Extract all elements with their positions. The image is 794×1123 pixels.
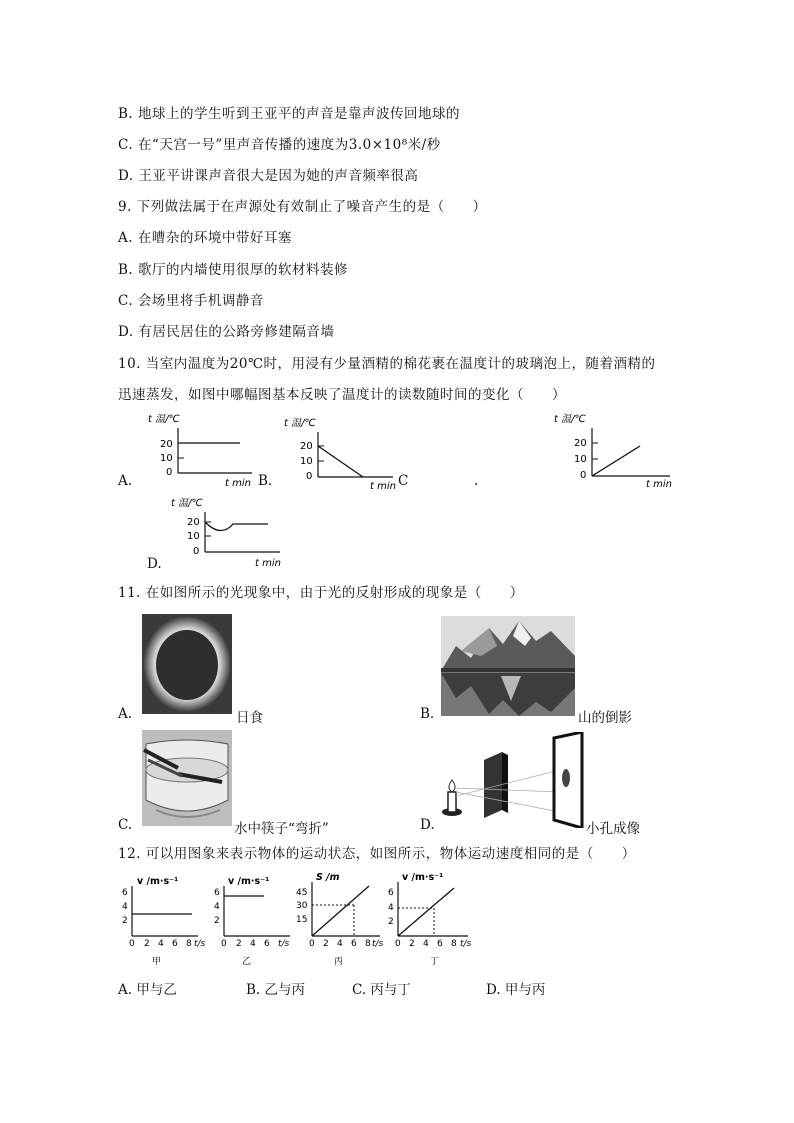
q10-stem-line2: 迅速蒸发，如图中哪幅图基本反映了温度计的读数随时间的变化（ ） bbox=[118, 387, 566, 403]
q10-b-tick-10: 10 bbox=[300, 456, 313, 467]
q11-label-c: C. bbox=[118, 817, 133, 833]
q10-b-curve bbox=[318, 446, 363, 477]
q12-bing-xtick-6: 6 bbox=[351, 939, 357, 949]
q11-stem: 11. 在如图所示的光现象中，由于光的反射形成的现象是（ ） bbox=[118, 585, 524, 601]
q10-c-tick-0: 0 bbox=[580, 470, 587, 481]
q10-a-xlabel: t min bbox=[225, 478, 251, 489]
q12-jia-tick-6: 6 bbox=[122, 888, 128, 898]
q12-graph-yi bbox=[206, 872, 306, 967]
q12-yi-xtick-4: 4 bbox=[250, 939, 256, 949]
q9-option-b: B. 歌厅的内墙使用很厚的软材料装修 bbox=[118, 262, 349, 278]
q11-eclipse-image bbox=[142, 614, 232, 714]
q12-ding-name: 丁 bbox=[430, 957, 440, 967]
q10-d-curve bbox=[205, 522, 268, 531]
q10-b-ylabel: t 温/℃ bbox=[284, 418, 316, 429]
q9-option-c: C. 会场里将手机调静音 bbox=[118, 293, 264, 309]
q12-option-d: D. 甲与丙 bbox=[486, 982, 546, 998]
q11-chopstick-image bbox=[142, 730, 232, 826]
q10-c-tick-10: 10 bbox=[574, 454, 587, 465]
q12-yi-name: 乙 bbox=[242, 957, 252, 967]
q10-c-xlabel: t min bbox=[646, 479, 672, 490]
q10-label-d: D. bbox=[147, 556, 162, 572]
q12-ding-tick-4: 4 bbox=[388, 903, 394, 913]
q10-d-tick-0: 0 bbox=[193, 546, 200, 557]
q12-ding-ylabel: v /m·s⁻¹ bbox=[402, 872, 444, 883]
q10-a-tick-20: 20 bbox=[160, 439, 173, 450]
q12-yi-ylabel: v /m·s⁻¹ bbox=[228, 876, 270, 887]
q12-ding-tick-2: 2 bbox=[388, 917, 394, 927]
q12-ding-xtick-0: 0 bbox=[395, 939, 401, 949]
q12-yi-tick-2: 2 bbox=[214, 916, 220, 926]
q9-stem: 9. 下列做法属于在声源处有效制止了噪音产生的是（ ） bbox=[118, 199, 487, 215]
q12-ding-xtick-4: 4 bbox=[423, 939, 429, 949]
q12-jia-xtick-0: 0 bbox=[129, 939, 135, 949]
q12-bing-line bbox=[312, 886, 369, 936]
q12-ding-xtick-2: 2 bbox=[409, 939, 415, 949]
q11-caption-c: 水中筷子“弯折” bbox=[234, 821, 329, 837]
q10-label-a: A. bbox=[118, 473, 133, 489]
q10-a-tick-0: 0 bbox=[166, 467, 173, 478]
q8-option-b: B. 地球上的学生听到王亚平的声音是靠声波传回地球的 bbox=[118, 106, 461, 122]
q12-ding-xlabel: t/s bbox=[460, 939, 472, 949]
q11-caption-d: 小孔成像 bbox=[586, 821, 640, 837]
q11-label-d: D. bbox=[420, 817, 435, 833]
q10-c-ylabel: t 温/℃ bbox=[554, 414, 586, 425]
q12-graph-ding bbox=[378, 868, 483, 967]
q12-yi-xtick-2: 2 bbox=[236, 939, 242, 949]
q12-ding-xtick-6: 6 bbox=[437, 939, 443, 949]
q11-label-a: A. bbox=[118, 706, 133, 722]
q12-ding-xtick-8: 8 bbox=[451, 939, 457, 949]
q12-bing-tick-15: 15 bbox=[296, 915, 308, 925]
q12-ding-line bbox=[398, 888, 454, 936]
q12-bing-tick-30: 30 bbox=[296, 901, 308, 911]
q12-stem: 12. 可以用图象来表示物体的运动状态，如图所示，物体运动速度相同的是（ ） bbox=[118, 846, 636, 862]
q12-bing-xtick-4: 4 bbox=[337, 939, 343, 949]
q12-yi-tick-4: 4 bbox=[214, 902, 220, 912]
q8-option-d: D. 王亚平讲课声音很大是因为她的声音频率很高 bbox=[118, 168, 419, 184]
q12-yi-xtick-6: 6 bbox=[264, 939, 270, 949]
q8-option-c: C. 在“天宫一号”里声音传播的速度为3.0×10⁸米/秒 bbox=[118, 137, 441, 153]
q10-b-tick-20: 20 bbox=[300, 441, 313, 452]
q12-yi-tick-6: 6 bbox=[214, 888, 220, 898]
q12-jia-xtick-4: 4 bbox=[158, 939, 164, 949]
q12-bing-xtick-2: 2 bbox=[323, 939, 329, 949]
q9-option-d: D. 有居民居住的公路旁修建隔音墙 bbox=[118, 324, 335, 340]
q10-label-b: B. bbox=[258, 473, 273, 489]
q12-bing-name: 丙 bbox=[334, 957, 344, 967]
q11-caption-a: 日食 bbox=[236, 710, 263, 726]
q10-stem-line1: 10. 当室内温度为20℃时，用浸有少量酒精的棉花裹在温度计的玻璃泡上，随着酒精的 bbox=[118, 356, 656, 372]
q10-a-tick-10: 10 bbox=[160, 453, 173, 464]
q12-yi-xlabel: t/s bbox=[278, 939, 290, 949]
q12-jia-xtick-8: 8 bbox=[186, 939, 192, 949]
q12-option-b: B. 乙与丙 bbox=[246, 982, 306, 998]
q9-option-a: A. 在嘈杂的环境中带好耳塞 bbox=[118, 230, 292, 246]
q12-bing-xtick-8: 8 bbox=[365, 939, 371, 949]
q10-d-tick-10: 10 bbox=[187, 531, 200, 542]
moon-disc bbox=[156, 630, 218, 700]
q12-graph-jia bbox=[112, 872, 212, 967]
q10-graph-d bbox=[165, 492, 295, 572]
q10-graph-a bbox=[140, 410, 260, 490]
q10-c-tick-20: 20 bbox=[574, 438, 587, 449]
q12-bing-xlabel: t/s bbox=[372, 939, 384, 949]
q10-d-ylabel: t 温/℃ bbox=[171, 498, 203, 509]
q10-a-ylabel: t 温/℃ bbox=[148, 414, 180, 425]
q10-d-tick-20: 20 bbox=[187, 517, 200, 528]
q10-label-c-dot: . bbox=[474, 473, 479, 489]
q10-graph-b bbox=[278, 412, 408, 492]
q12-jia-xtick-6: 6 bbox=[172, 939, 178, 949]
q10-graph-c bbox=[552, 408, 682, 493]
q12-ding-tick-6: 6 bbox=[388, 888, 394, 898]
q12-jia-xlabel: t/s bbox=[194, 939, 206, 949]
q12-bing-xtick-0: 0 bbox=[309, 939, 315, 949]
q10-b-xlabel: t min bbox=[370, 481, 396, 492]
q11-label-b: B. bbox=[420, 706, 435, 722]
q12-jia-tick-2: 2 bbox=[122, 916, 128, 926]
q10-d-xlabel: t min bbox=[255, 558, 281, 569]
q12-yi-xtick-0: 0 bbox=[221, 939, 227, 949]
q12-jia-xtick-2: 2 bbox=[144, 939, 150, 949]
q12-bing-ylabel: S /m bbox=[316, 872, 340, 883]
q11-mountain-reflection-image bbox=[441, 616, 575, 716]
q12-option-c: C. 丙与丁 bbox=[352, 982, 411, 998]
q12-jia-tick-4: 4 bbox=[122, 902, 128, 912]
q10-c-curve bbox=[592, 446, 640, 476]
q10-label-c: C bbox=[398, 473, 409, 489]
q11-pinhole-image bbox=[436, 732, 586, 828]
q11-caption-b: 山的倒影 bbox=[578, 710, 632, 726]
q12-jia-name: 甲 bbox=[152, 957, 162, 967]
q12-jia-ylabel: v /m·s⁻¹ bbox=[137, 876, 179, 887]
q12-bing-tick-45: 45 bbox=[296, 888, 308, 898]
q10-b-tick-0: 0 bbox=[306, 471, 313, 482]
q12-option-a: A. 甲与乙 bbox=[118, 982, 177, 998]
